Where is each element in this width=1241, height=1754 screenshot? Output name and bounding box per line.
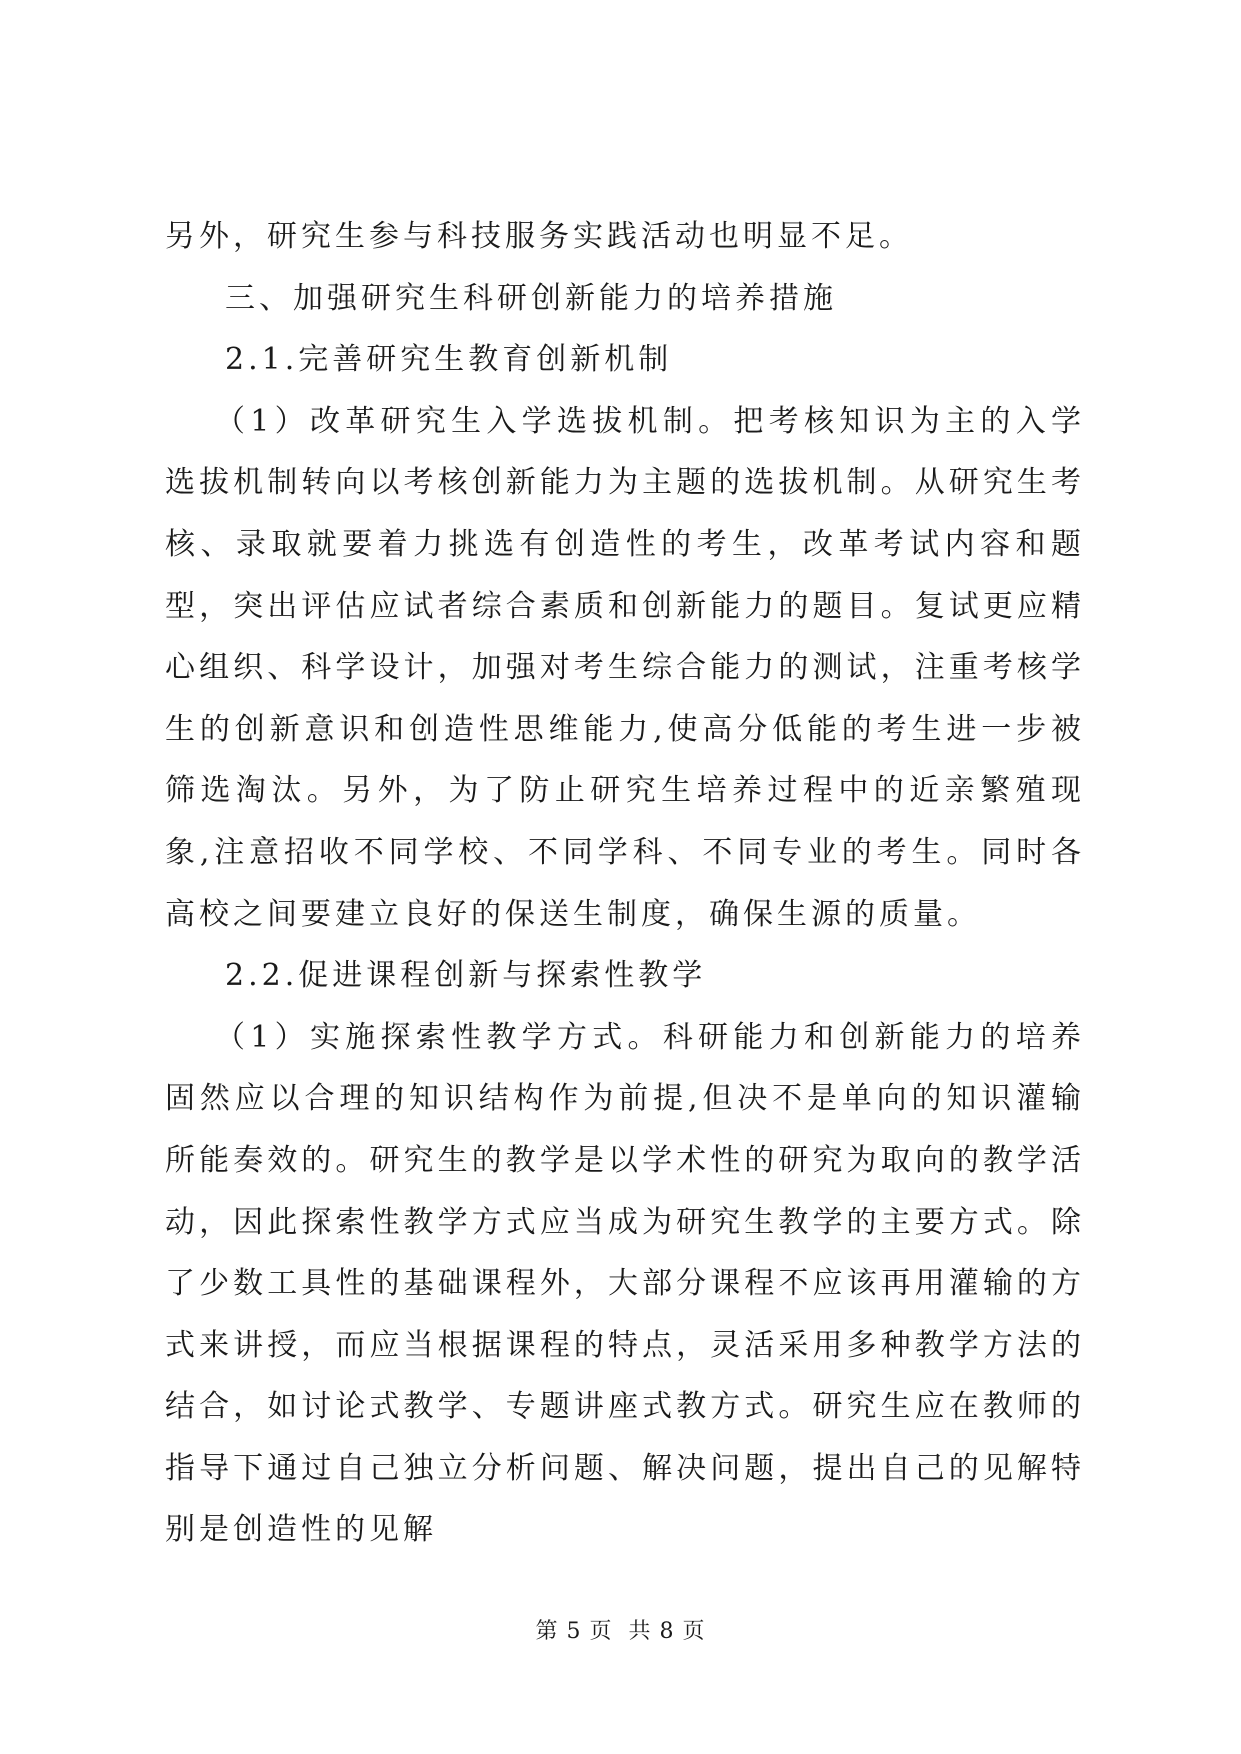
subsection-heading: 2.1.完善研究生教育创新机制 [225, 342, 673, 378]
body-paragraph: （1）实施探索性教学方式。科研能力和创新能力的培养固然应以合理的知识结构作为前提,但决不是单向的知识灌输所能奏效的。研究生的教学是以学术性的研究为取向的教学活动，因此探索性教学方式应当成为研究生教学的主要方式。除了少数工具性的基础课程外，大部分课程不应该再用灌输的方式来讲授，而应当根据课程的特点，灵活采用多种教学方法的结合，如讨论式教学、专题讲座式教方式。研究生应在教师的指导下通过自己独立分析问题、解决问题，提出自己的见解特别是创造性的见解 [165, 1019, 1085, 1548]
page-number: 第 5 页 共 8 页 [535, 1619, 706, 1644]
section-heading: 三、加强研究生科研创新能力的培养措施 [225, 280, 837, 316]
page-footer [0, 1614, 1241, 1645]
subsection-heading: 2.2.促进课程创新与探索性教学 [225, 958, 707, 994]
body-paragraph: （1）改革研究生入学选拔机制。把考核知识为主的入学选拔机制转向以考核创新能力为主题的选拔机制。从研究生考核、录取就要着力挑选有创造性的考生，改革考试内容和题型，突出评估应试者综合素质和创新能力的题目。复试更应精心组织、科学设计，加强对考生综合能力的测试，注重考核学生的创新意识和创造性思维能力,使高分低能的考生进一步被筛选淘汰。另外，为了防止研究生培养过程中的近亲繁殖现象,注意招收不同学校、不同学科、不同专业的考生。同时各高校之间要建立良好的保送生制度，确保生源的质量。 [165, 403, 1085, 932]
body-paragraph: 另外，研究生参与科技服务实践活动也明显不足。 [165, 219, 913, 254]
document-body [165, 206, 1085, 1561]
